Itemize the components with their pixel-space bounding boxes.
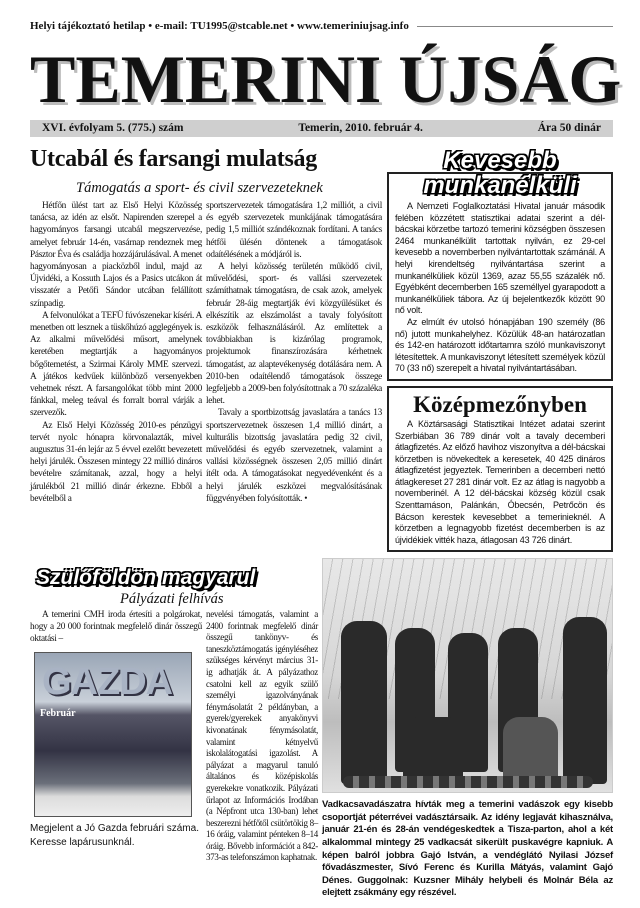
- paragraph: Hétfőn ülést tart az Első Helyi Közösség tanácsa, az idén az elsőt. Napirenden szerepel a hagyományos farsangi utcabál megszervezése, amelyet február 14-én, vasárnap rendeznek meg Pásztor Éva és családja hozzájárulásával. A menet hagyományosan a piacközből indul, majd az Újvidéki, a Kossuth Lajos és a Pasics utcákon át visszatér a Petőfi Sándor utcában felállított színpadig.: [30, 201, 202, 309]
- article-headline: Kevesebb munkanélküli: [423, 147, 577, 199]
- paragraph: A felvonulókat a TEFÜ fúvószenekar kíséri. A menetben ott lesznek a tüskőhúzó agglegények is. Az alkalmi művelődési műsort, amelynek keretében megtartják a hagyományos bőgőtemetést, a Szirmai Károly MME szervezi. A játékos kedvűek különböző versenyekben vehetnek részt. A farsangolókat több mint 2000 fánkkal, meleg teával és forralt borral várják a szervezők.: [30, 310, 202, 419]
- article-column: [30, 200, 202, 505]
- photo-caption: [322, 799, 613, 900]
- article-subheadline: Pályázati felhívás: [120, 591, 224, 607]
- paragraph: Az elmúlt év utolsó hónapjában 190 személy (86 nő) jutott munkahelyhez. Közülük 48-an határozatlan és 142-en határozott időtartamra szóló munkaviszonyt létesítettek. A munkaviszonyt létesített személyek közül 70 (33 nő) szerepelt a hivatal nyilvántartásában.: [395, 316, 605, 374]
- hunters-photo: [322, 558, 613, 793]
- article-headline: Utcabál és farsangi mulatság: [30, 146, 317, 172]
- issue-info-bar: [30, 120, 613, 137]
- masthead-tagline: Helyi tájékoztató hetilap • e-mail: TU1995@stcable.net • www.temeriniujsag.info: [30, 20, 409, 32]
- issue-price: Ára 50 dinár: [537, 122, 601, 134]
- article-headline: Szülőföldön magyarul: [36, 566, 256, 589]
- paragraph: sportszervezetek támogatására 1,2 milliót, a civil és egyéb szervezetek munkájának támogatására pedig 1,5 milliót szándékoznak fordítani. A tanács hétfői ülésén döntenek a támogatások odaítélésének a módjáról is.: [206, 201, 382, 260]
- article-subheadline: Támogatás a sport- és civil szervezeteknek: [76, 180, 323, 196]
- caption-text: Vadkacsavadászatra hívták meg a temerini vadászok egy kisebb csoportját péterrévei vadásztársaik. Az idény legjavát kihasználva, január 21-én és 28-án vendégeskedtek a Tisza-parton, ahol a két alkalommal mintegy 25 vadkacsát sikerült puskavégre kapniuk. A képen balról jobbra Gajó István, a vendéglátó Nyilasi József fővadászmester, Sívó Ferenc és Kurilla Mátyás, valamint Gajó Dénes. Guggolnak: Kuzsner Mihály helybeli és Molnár Béla az elejtett zsákmány egy részével.: [322, 799, 613, 899]
- paragraph: A Nemzeti Foglalkoztatási Hivatal január második felében közzétett statisztikai adatai szerint a dél-bácskai körzetbe tartozó temerini községben összesen 2464 munkanélkülit tartottak nyilván, ez 29-cel kevesebb a novemberben nyilvántartottak számánál. A helyi kirendeltség nyilvántartása szerint a munkanélküliek közül 1369, azaz 55,55 százalék nő. Egyébként decemberben 165 személlyel gyarapodott a munkanélküliek tábora. Az új bejelentkezők között 90 nő volt.: [395, 201, 605, 316]
- issue-number: XVI. évfolyam 5. (775.) szám: [42, 122, 184, 134]
- paragraph: A Köztársasági Statisztikai Intézet adatai szerint Szerbiában 36 789 dinár volt a tavaly decemberi átlagfizetés. Az előző havihoz viszonyítva a dél-bácskai körzetben is növekedtek a keresetek, 40 425 dináros átlagfizetést jegyeztek. Temerinben a decemberi nettó átlagkereset 27 281 dinár volt. Ez az átlag is nagyobb a novemberinél. A 12 dél-bácskai község közül csak Szenttamáson, Palánkán, Óbecsén, Petrőcön és Bácson kerestek kevesebbet a temerinieknél. A körzetben a legnagyobb fizetést decemberben is az újvidékiek vitték haza, átlagosan 43 726 dinárt.: [395, 418, 605, 545]
- gazda-caption: Megjelent a Jó Gazda februári száma. Keresse lapárusunknál.: [30, 823, 199, 848]
- right-column: [322, 146, 613, 900]
- paragraph: nevelési támogatás, valamint a 2400 forintnak megfelelő dinár összegű tankönyv- és taneszköztámogatás igényléséhez szükséges kérvényt március 31- ig adhatják át. A pályázathoz csatolni kell az egyik szülő személyi igazolványának fénymásolatát 2 példányban, a gyerek/gyerekek anyakönyvi kivonatának fénymásolatát, valamint kétnyelvű iskolalátogatási igazolást. A pályázat a magyarul tanuló általános és középiskolás gyerekekre vonatkozik. Pályázati űrlapot az Információs Irodában (a Népfront utca 130-ban) lehet beszerezni hétfőtől csütörtökig 8–16 óráig, valamint pénteken 8–14 óráig. Bővebb információt a 842-373-as telefonszámon kaphatnak.: [206, 609, 319, 863]
- paragraph: A temerini CMH iroda értesíti a polgárokat, hogy a 20 000 forintnak megfelelő dinár összegű oktatási –: [30, 610, 202, 645]
- masthead-topline: [30, 20, 613, 32]
- article-column: [206, 609, 318, 864]
- article-headline: Középmezőnyben: [413, 391, 587, 417]
- issue-date: Temerin, 2010. február 4.: [298, 122, 423, 134]
- paragraph: Az Első Helyi Közösség 2010-es pénzügyi tervét nyolc hónapra körvonalazták, mivel augusztus 31-én lejár az 5 évvel ezelőtt bevezetett helyi járulék. Összesen mintegy 22 millió dináros bevételre számítanak, azzal, hogy a helyi járulékból 21 millió dinár érkezne. Ebből a bevételből a: [30, 420, 202, 504]
- divider: [417, 26, 613, 27]
- article-column: [30, 609, 202, 646]
- gazda-month: Február: [40, 708, 76, 719]
- article-box-wages: [387, 386, 613, 553]
- article-box-unemployment: [387, 147, 613, 381]
- paragraph: Tavaly a sportbizottság javaslatára a tanács 13 sportszervezetnek összesen 1,4 millió dinárt, a kulturális bizottság javaslatára pedig 32 civil, művelődési és egyéb szervezetnek, valamint a vallási közösségnek összesen 2,05 millió dinárt ítélt oda. A támogatásokat negyedévenként és a helyi járulék eszközei megvalósításának függvényében folyósították. •: [206, 408, 382, 504]
- gazda-logo: GAZDA: [42, 661, 173, 703]
- newspaper-title: TEMERINI ÚJSÁG: [30, 41, 622, 117]
- paragraph: A helyi közösség területén működő civil, művelődési, sport- és vallási szervezetek számíthatnak támogatásra, de csak azok, amelyek február 28-áig megtartják évi közgyűlésüket és elkészítik az elszámolást a tavaly folyósított eszközök felhasználásáról. Az említettek a továbbiakban is kizárólag programok, projektumok finanszírozására kérhetnek támogatást, az alaptevékenység dotálására nem. A 2010-ben odaítélendő támogatások összege legfeljebb a 2009-ben folyósítottnak a 70 százaléka lehet.: [206, 262, 382, 407]
